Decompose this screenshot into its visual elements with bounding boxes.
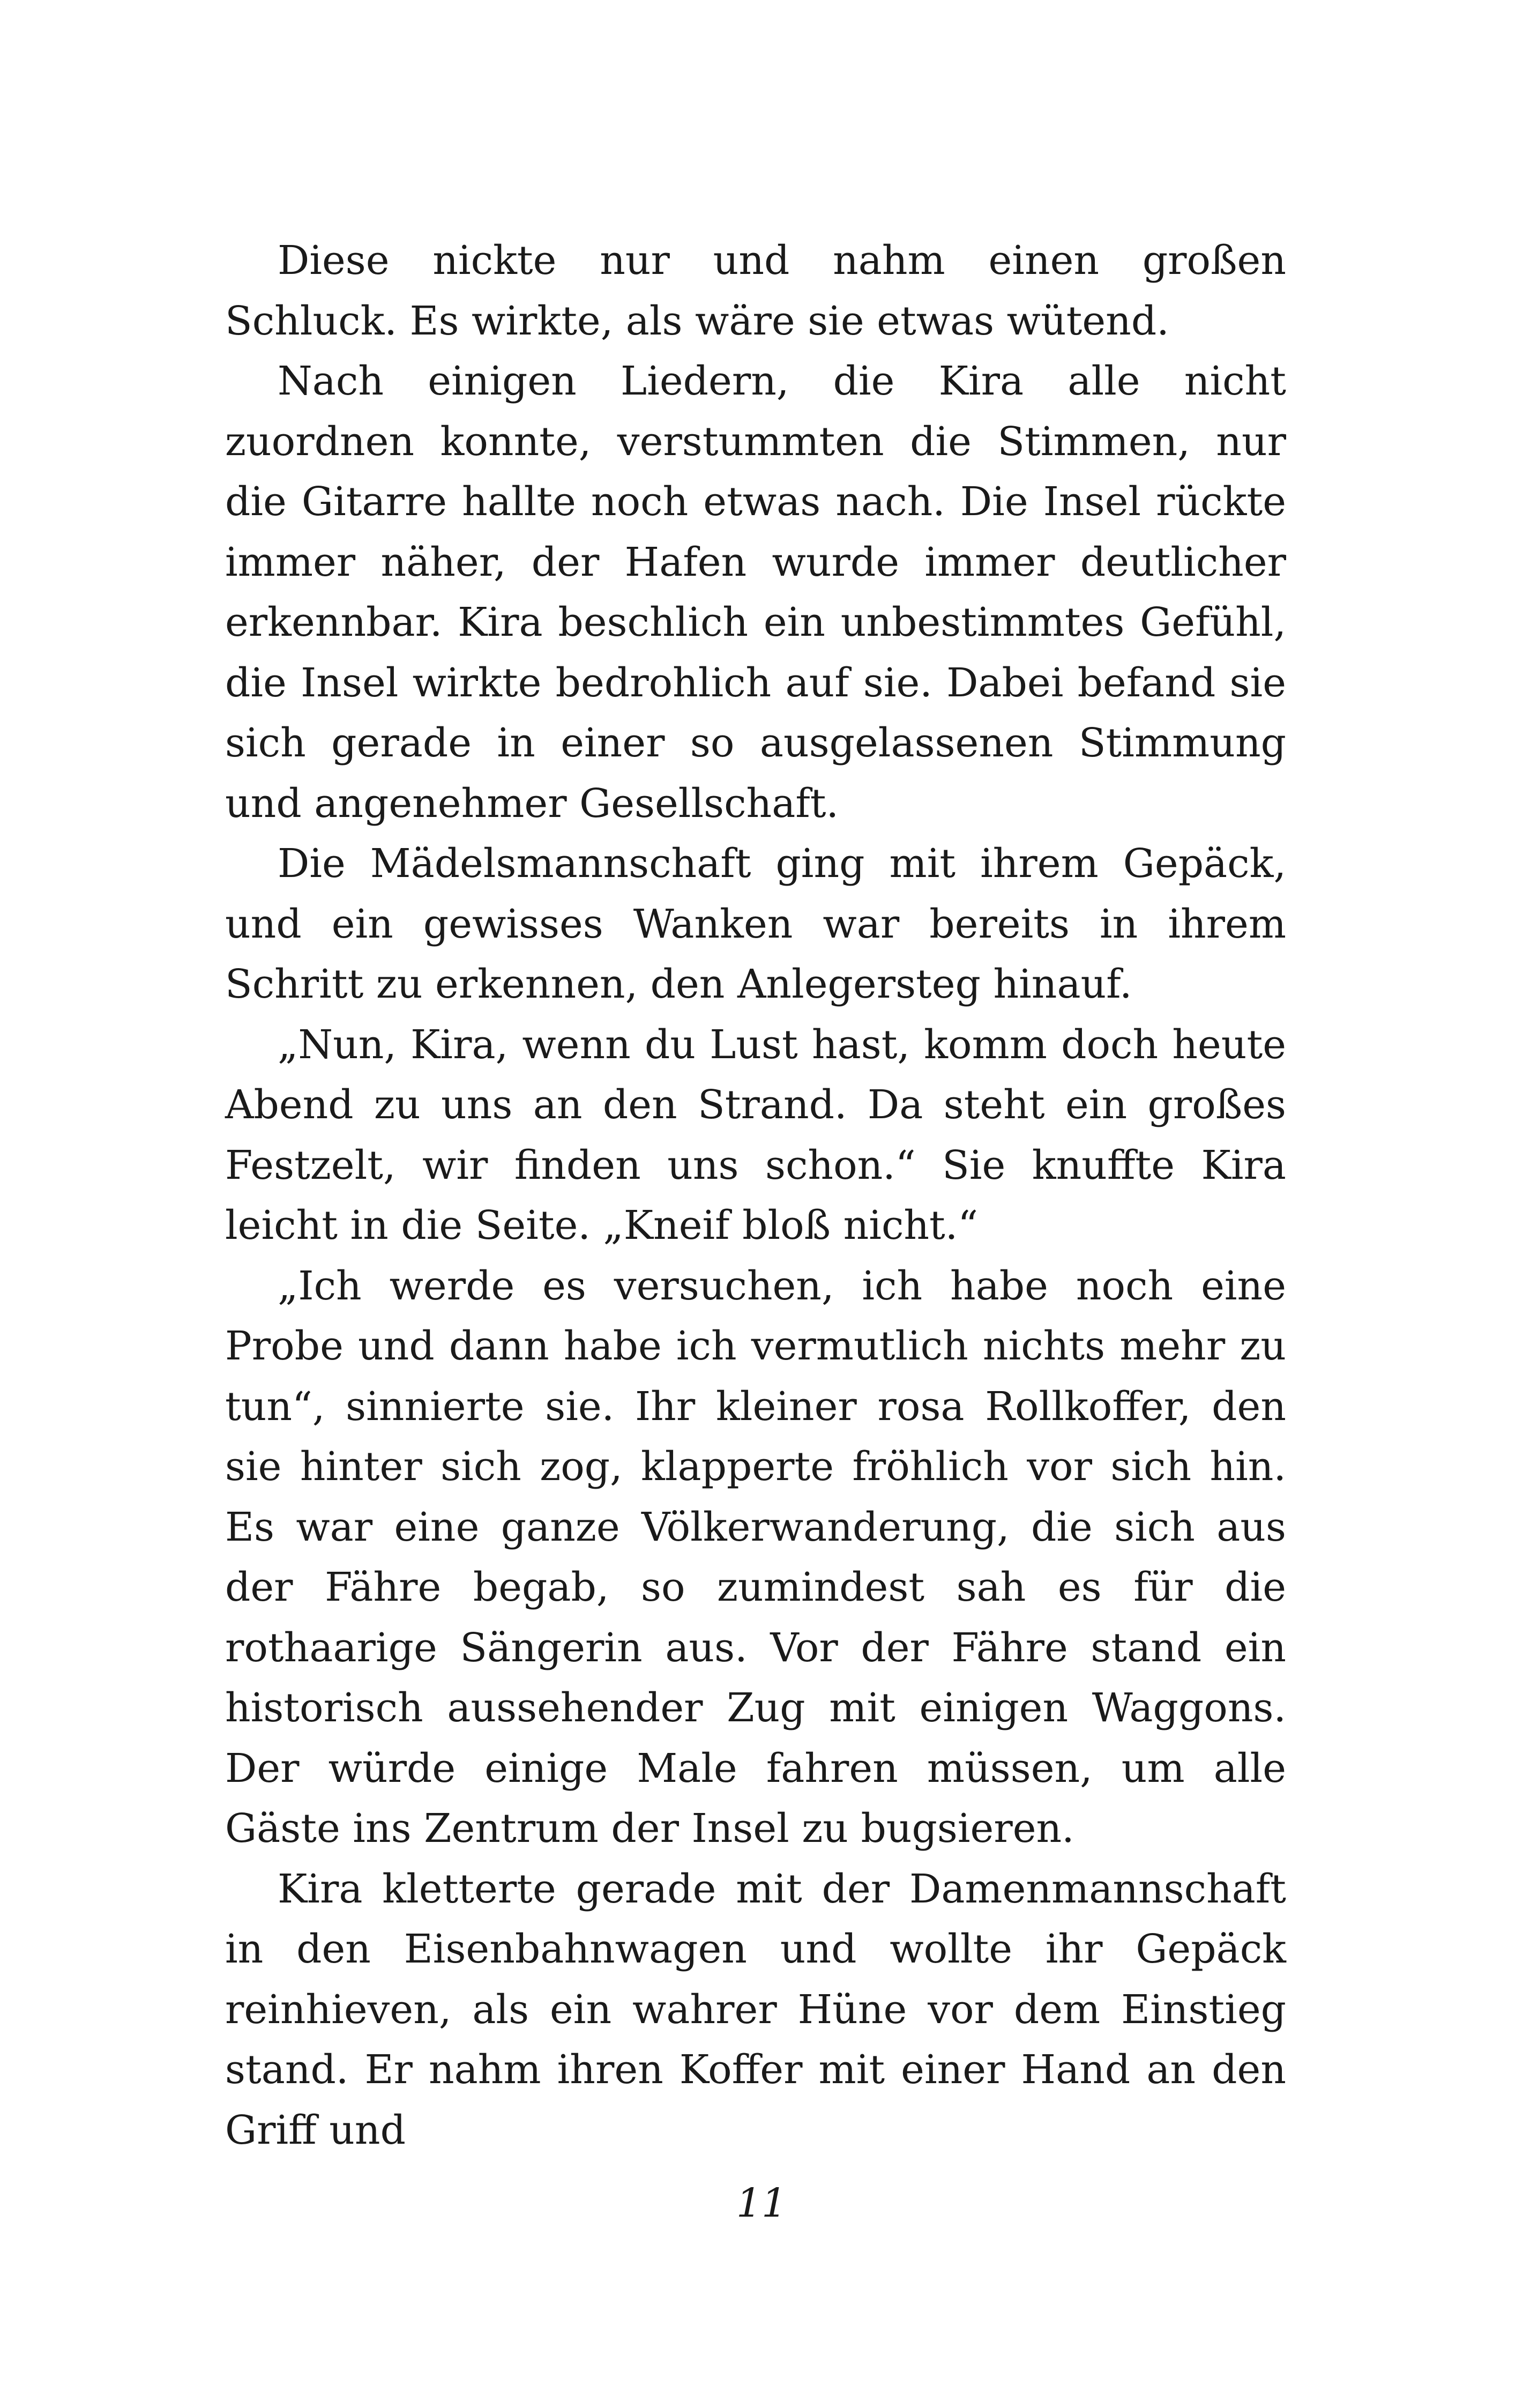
paragraph: Diese nickte nur und nahm einen großen Schluck. Es wirkte, als wäre sie etwas wütend. [225, 237, 1286, 344]
body-text [225, 231, 1286, 2160]
paragraph: Kira kletterte gerade mit der Damenmannschaft in den Eisenbahnwagen und wollte ihr Gepäck reinhieven, als ein wahrer Hüne vor dem Einstieg stand. Er nahm ihren Koffer mit einer Hand an den Griff und [225, 1866, 1286, 2153]
paragraph: „Ich werde es versuchen, ich habe noch eine Probe und dann habe ich vermutlich nichts mehr zu tun“, sinnierte sie. Ihr kleiner rosa Rollkoffer, den sie hinter sich zog, klapperte fröhlich vor sich hin. Es war eine ganze Völkerwanderung, die sich aus der Fähre begab, so zumindest sah es für die rothaarige Sängerin aus. Vor der Fähre stand ein historisch aussehender Zug mit einigen Waggons. Der würde einige Male fahren müssen, um alle Gäste ins Zentrum der Insel zu bugsieren. [225, 1262, 1286, 1852]
paragraph: Die Mädelsmannschaft ging mit ihrem Gepäck, und ein gewisses Wanken war bereits in ihrem Schritt zu erkennen, den Anlegersteg hinauf. [225, 841, 1286, 1007]
paragraph: „Nun, Kira, wenn du Lust hast, komm doch heute Abend zu uns an den Strand. Da steht ein großes Festzelt, wir finden uns schon.“ Sie knuffte Kira leicht in die Seite. „Kneif bloß nicht.“ [225, 1021, 1286, 1248]
paragraph: Nach einigen Liedern, die Kira alle nicht zuordnen konnte, verstummten die Stimmen, nur die Gitarre hallte noch etwas nach. Die Insel rückte immer näher, der Hafen wurde immer deutlicher erkennbar. Kira beschlich ein unbestimmtes Gefühl, die Insel wirkte bedrohlich auf sie. Dabei befand sie sich gerade in einer so ausgelassenen Stimmung und angenehmer Gesellschaft. [225, 358, 1286, 827]
page-number: 11 [736, 2180, 787, 2226]
